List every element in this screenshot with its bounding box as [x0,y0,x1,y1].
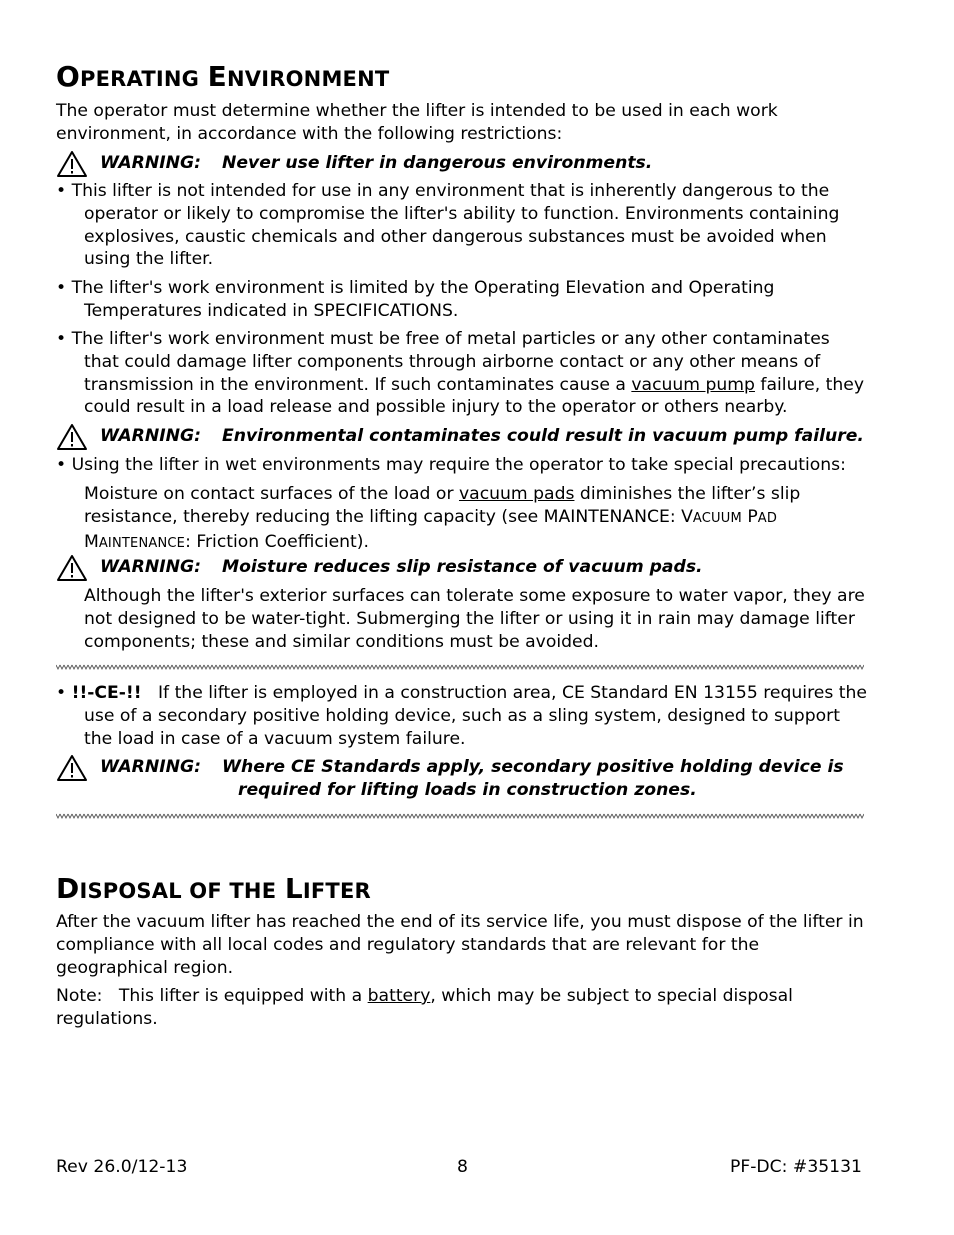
warning-message: Where CE Standards apply, secondary positive holding device is [222,757,844,777]
warning-message: Moisture reduces slip resistance of vacuum pads. [222,557,703,577]
warning-triangle-icon [56,554,88,582]
moisture-paragraph: Moisture on contact surfaces of the load or vacuum pads diminishes the lifter’s slip resistance, thereby reducing the lifting capacity (see MAINTENANCE: VACUUM PAD MAINTENANCE: Friction Coefficient). [84,484,801,552]
warning-triangle-icon [56,423,88,451]
section-heading-disposal: DISPOSAL OF THE LIFTER [56,872,371,905]
bullet-wet-environments: • Using the lifter in wet environments may require the operator to take special precautions: [56,455,846,475]
disposal-paragraph: After the vacuum lifter has reached the end of its service life, you must dispose of the lifter in compliance with all local codes and regulatory standards that are relevant for the geographical region. [56,912,864,978]
warning-triangle-icon [56,150,88,178]
battery-note: Note: This lifter is equipped with a battery, which may be subject to special disposal regulations. [56,986,793,1029]
bullet-operating-limits: • The lifter's work environment is limited by the Operating Elevation and Operating Temperatures indicated in SPECIFICATIONS. [56,278,775,321]
section-heading-operating-environment: OPERATING ENVIRONMENT [56,60,390,93]
ce-tag: !!-CE-!! [71,683,142,703]
bullet-ce-construction: • !!-CE-!! If the lifter is employed in a construction area, CE Standard EN 13155 requires the use of a secondary positive holding device, such as a sling system, designed to support the load in case of a vacuum system failure. [56,683,873,749]
footer-page-number: 8 [457,1157,468,1177]
bullet-contaminates: • The lifter's work environment must be free of metal particles or any other contaminates that could damage lifter components through airborne contact or any other means of transmission in the environment. If such contaminates cause a vacuum pump failure, they could result in a load release and possible injury to the operator or others nearby. [56,329,865,418]
footer-doc-id: PF-DC: #35131 [729,1157,862,1177]
battery-link[interactable]: battery [367,986,431,1006]
bullet-dangerous-environment: • This lifter is not intended for use in any environment that is inherently dangerous to the operator or likely to compromise the lifter's ability to function. Environments containing explosives, caustic chemicals and other dangerous substances must be avoided when using the lifter. [56,181,840,270]
footer-revision: Rev 26.0/12-13 [56,1157,188,1177]
warning-label: WARNING: [100,426,202,446]
warning-label: WARNING: [100,153,202,173]
warning-message-line2: required for lifting loads in construction zones. [238,779,697,800]
warning-message: Never use lifter in dangerous environments. [222,153,653,173]
ce-section-divider-bottom [56,813,864,819]
warning-label: WARNING: [100,757,202,777]
exterior-paragraph: Although the lifter's exterior surfaces can tolerate some exposure to water vapor, they are not designed to be water-tight. Submerging the lifter or using it in rain may damage lifter components; these and similar conditions must be avoided. [84,586,865,652]
vacuum-pump-link[interactable]: vacuum pump [631,374,755,395]
vacuum-pads-link[interactable]: vacuum pads [458,484,575,504]
ce-section-divider-top [56,664,864,670]
warning-label: WARNING: [100,557,202,577]
warning-triangle-icon [56,754,88,782]
intro-paragraph: The operator must determine whether the lifter is intended to be used in each work environment, in accordance with the following restrictions: [56,101,778,144]
warning-message: Environmental contaminates could result in vacuum pump failure. [222,426,864,446]
